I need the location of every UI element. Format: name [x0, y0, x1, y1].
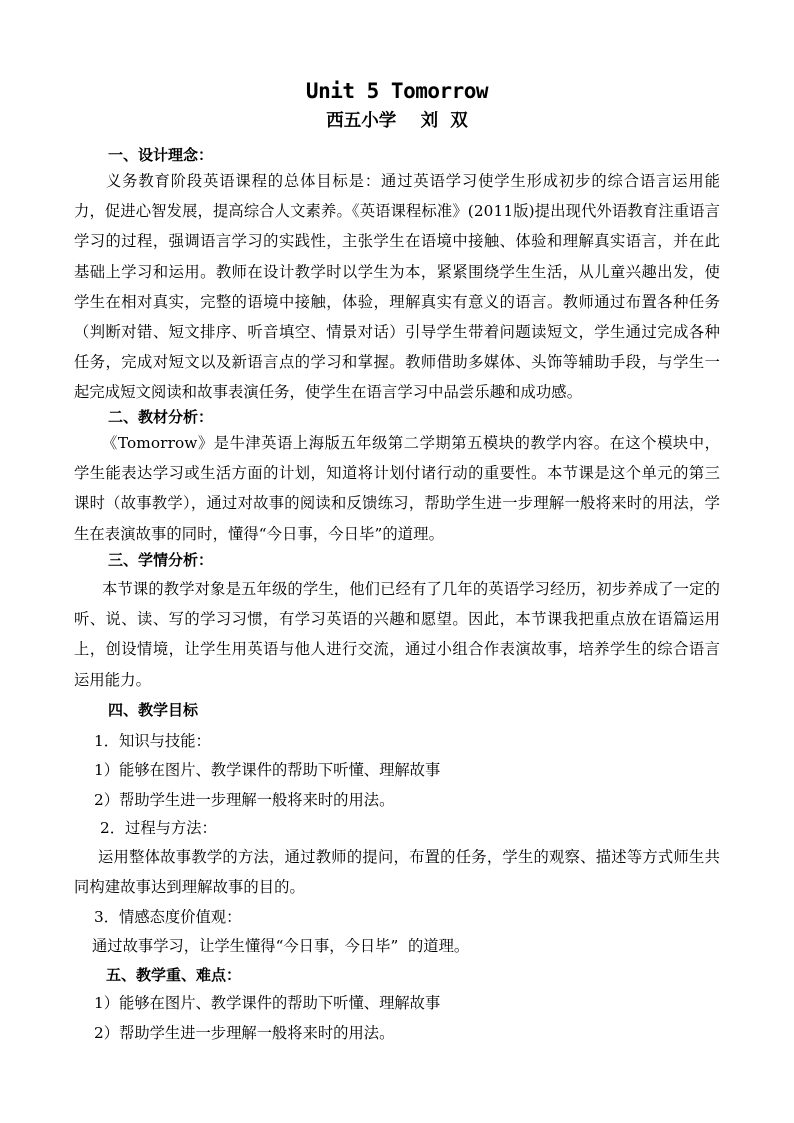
- objective-process-methods-paragraph: 运用整体故事教学的方法，通过教师的提问，布置的任务，学生的观察、描述等方式师生共同构建故事达到理解故事的目的。: [74, 848, 720, 897]
- document-title: Unit 5 Tomorrow: [305, 79, 489, 103]
- section-heading-student-analysis: 三、学情分析：: [108, 551, 214, 569]
- section-heading-key-difficult-points: 五、教学重、难点：: [106, 966, 242, 984]
- objective-process-methods-label: 2．过程与方法：: [100, 819, 217, 837]
- objective-emotion-values-label: 3．情感态度价值观：: [94, 908, 242, 926]
- key-point-item-2: 2）帮助学生进一步理解一般将来时的用法。: [94, 1024, 395, 1042]
- objective-knowledge-item-2: 2）帮助学生进一步理解一般将来时的用法。: [94, 791, 395, 809]
- objective-knowledge-item-1: 1）能够在图片、教学课件的帮助下听懂、理解故事: [94, 761, 441, 779]
- section-heading-design-concept: 一、设计理念：: [108, 146, 214, 164]
- section-paragraph-design-concept: 义务教育阶段英语课程的总体目标是：通过英语学习使学生形成初步的综合语言运用能力，促进心智发展，提高综合人文素养。《英语课程标准》(2011版)提出现代外语教育注重语言学习的过程，强调语言学习的实践性，主张学生在语境中接触、体验和理解真实语言，并在此基础上学习和运用。教师在设计教学时以学生为本，紧紧围绕学生生活，从儿童兴趣出发，使学生在相对真实，完整的语境中接触，体验，理解真实有意义的语言。教师通过布置各种任务（判断对错、短文排序、听音填空、情景对话）引导学生带着问题读短文，学生通过完成各种任务，完成对短文以及新语言点的学习和掌握。教师借助多媒体、头饰等辅助手段，与学生一起完成短文阅读和故事表演任务，使学生在语言学习中品尝乐趣和成功感。: [74, 172, 720, 402]
- section-heading-textbook-analysis: 二、教材分析：: [108, 408, 214, 426]
- key-point-item-1: 1）能够在图片、教学课件的帮助下听懂、理解故事: [94, 994, 441, 1012]
- section-paragraph-student-analysis: 本节课的教学对象是五年级的学生，他们已经有了几年的英语学习经历，初步养成了一定的听、说、读、写的学习习惯，有学习英语的兴趣和愿望。因此，本节课我把重点放在语篇运用上，创设情境，让学生用英语与他人进行交流，通过小组合作表演故事，培养学生的综合语言运用能力。: [74, 580, 720, 689]
- section-paragraph-textbook-analysis: 《Tomorrow》是牛津英语上海版五年级第二学期第五模块的教学内容。在这个模块中，学生能表达学习或生活方面的计划，知道将计划付诸行动的重要性。本节课是这个单元的第三课时（故事教学），通过对故事的阅读和反馈练习，帮助学生进一步理解一般将来时的用法，学生在表演故事的同时，懂得“今日事，今日毕”的道理。: [74, 434, 720, 543]
- objective-knowledge-skills-label: 1．知识与技能：: [94, 732, 211, 750]
- document-author: 西五小学 刘 双: [326, 111, 468, 131]
- objective-emotion-values-paragraph: 通过故事学习，让学生懂得“今日事，今日毕” 的道理。: [92, 937, 470, 955]
- section-heading-teaching-objectives: 四、教学目标: [108, 701, 199, 719]
